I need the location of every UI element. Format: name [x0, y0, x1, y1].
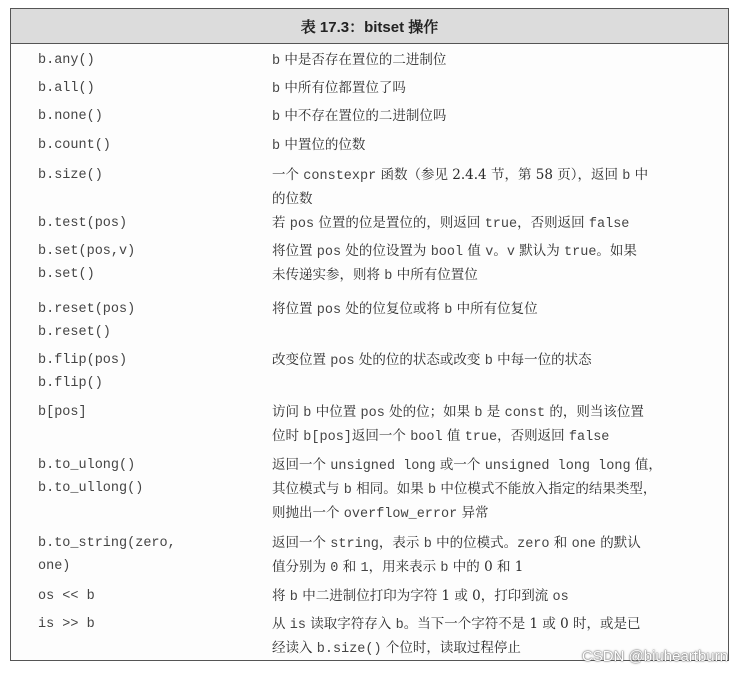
bitset-operations-table: [10, 8, 729, 661]
code-text: v: [506, 245, 515, 260]
operation-cell: [38, 164, 103, 187]
description-text: 值: [463, 243, 486, 259]
watermark: CSDN @biuheartburn: [581, 648, 728, 665]
code-text: constexpr: [303, 169, 377, 184]
code-text: unsigned long long: [484, 459, 631, 474]
code-text: b: [440, 561, 449, 576]
description-text: 值，: [630, 457, 662, 473]
description-text: 相同。如果: [351, 481, 428, 497]
operation-text: one): [38, 559, 71, 574]
description-text: 中位模式不能放入指定的结果类型，: [436, 481, 657, 497]
code-text: b: [622, 169, 631, 184]
operation-text: b.all(): [38, 81, 95, 96]
code-text: b: [384, 269, 393, 284]
operation-cell: [38, 49, 95, 72]
description-text: 值分别为: [272, 559, 331, 575]
description-cell: [272, 212, 727, 236]
description-line: [272, 164, 727, 188]
description-text: 是: [482, 404, 505, 420]
description-text: 未传递实参，则将: [272, 267, 385, 283]
code-text: b: [272, 110, 281, 125]
table-title: 表 17.3：bitset 操作: [300, 18, 439, 36]
description-text: 一个: [272, 167, 304, 183]
code-text: pos: [330, 354, 355, 369]
code-text: zero: [517, 537, 550, 552]
description-text: 的，则当该位置: [545, 404, 644, 420]
code-text: true: [464, 430, 498, 445]
description-text: 函数（参见 2.4.4 节，第 58 页），返回: [376, 167, 623, 183]
description-text: ，用来表示: [368, 559, 441, 575]
description-text: 中所有位复位: [452, 301, 538, 317]
description-text: 。当下一个字符不是 1 或 0 时，或是已: [403, 616, 641, 632]
code-text: os: [552, 590, 569, 605]
description-cell: [272, 349, 727, 373]
code-text: pos: [289, 217, 315, 232]
description-text: 返回一个: [272, 457, 331, 473]
description-text: 。: [493, 243, 507, 259]
description-text: 将位置: [272, 301, 317, 317]
description-text: 和: [549, 535, 572, 551]
description-text: ，表示: [378, 535, 424, 551]
operation-cell: [38, 240, 135, 286]
description-text: 中: [630, 167, 649, 183]
description-text: 返回一个: [351, 428, 411, 444]
description-line: [272, 134, 727, 158]
operation-text: b.to_ullong(): [38, 481, 144, 496]
description-text: 处的位的状态或改变: [354, 352, 485, 368]
description-line: [272, 77, 727, 101]
operation-cell: [38, 349, 127, 395]
description-text: 中位置: [311, 404, 361, 420]
description-line: [272, 585, 727, 609]
description-text: 值: [442, 428, 465, 444]
operation-cell: [38, 585, 95, 608]
code-text: unsigned long: [330, 459, 436, 474]
operation-text: b.set(pos,v): [38, 244, 136, 259]
description-text: 中所有位置位: [392, 267, 478, 283]
description-cell: [272, 585, 727, 609]
description-text: 将位置: [272, 243, 317, 259]
operation-cell: [38, 613, 95, 636]
operation-text: b.set(): [38, 267, 95, 282]
code-text: b: [428, 483, 437, 498]
description-cell: [272, 240, 727, 288]
code-text: b[pos]: [303, 430, 352, 445]
operation-text: b.to_string(zero,: [38, 536, 176, 551]
description-cell: [272, 134, 727, 158]
code-text: b: [474, 406, 483, 421]
operation-text: b.reset(pos): [38, 302, 136, 317]
description-text: 若: [272, 215, 290, 231]
description-line: [272, 188, 727, 211]
operation-text: b.test(pos): [38, 216, 128, 231]
code-text: b: [444, 303, 453, 318]
description-text: 中所有位都置位了吗: [280, 80, 406, 96]
description-text: 处的位复位或将: [341, 301, 445, 317]
code-text: pos: [316, 303, 342, 318]
description-text: 异常: [457, 505, 489, 521]
operation-cell: [38, 401, 87, 424]
description-line: [272, 502, 727, 526]
code-text: 0: [330, 561, 339, 576]
description-line: [272, 349, 727, 373]
description-text: 默认为: [514, 243, 565, 259]
code-text: overflow_error: [343, 507, 458, 522]
operation-text: is >> b: [38, 617, 95, 632]
description-text: 处的位设置为: [341, 243, 431, 259]
description-line: [272, 425, 727, 449]
description-text: 。如果: [596, 243, 637, 259]
code-text: pos: [360, 406, 385, 421]
description-cell: [272, 105, 727, 129]
operation-cell: [38, 134, 111, 157]
description-text: 的位数: [272, 191, 313, 207]
operation-cell: [38, 105, 103, 128]
code-text: one: [571, 537, 596, 552]
description-text: ，否则返回: [517, 215, 589, 231]
description-text: 访问: [272, 404, 304, 420]
operation-text: b.flip(pos): [38, 353, 128, 368]
description-text: ，否则返回: [497, 428, 569, 444]
description-line: [272, 613, 727, 637]
description-line: [272, 298, 727, 322]
description-text: 中的位模式。: [431, 535, 518, 551]
description-line: [272, 264, 727, 288]
description-text: 位置的位是置位的，则返回: [314, 215, 485, 231]
description-line: [272, 478, 727, 502]
code-text: true: [484, 217, 518, 232]
description-cell: [272, 532, 727, 580]
code-text: is: [289, 618, 306, 633]
code-text: b: [343, 483, 352, 498]
code-text: bool: [410, 430, 443, 445]
description-text: 中每一位的状态: [492, 352, 592, 368]
description-text: 从: [272, 616, 290, 632]
description-cell: [272, 401, 727, 449]
operation-text: b[pos]: [38, 405, 87, 420]
description-text: 中是否存在置位的二进制位: [280, 52, 447, 68]
description-line: [272, 401, 727, 425]
description-text: 中置位的位数: [280, 137, 366, 153]
table-header: [11, 9, 728, 44]
code-text: b: [272, 82, 281, 97]
code-text: b.size(): [316, 642, 382, 657]
description-text: 或一个: [435, 457, 485, 473]
code-text: b: [484, 354, 493, 369]
operation-text: b.any(): [38, 53, 95, 68]
description-line: [272, 212, 727, 236]
description-text: 中的 0 和 1: [448, 559, 524, 575]
description-cell: [272, 49, 727, 73]
code-text: b: [272, 139, 281, 154]
description-line: [272, 240, 727, 264]
description-text: 处的位；如果: [384, 404, 475, 420]
description-text: 个位时，读取过程停止: [381, 640, 521, 656]
description-text: 返回一个: [272, 535, 331, 551]
description-line: [272, 532, 727, 556]
code-text: b: [272, 54, 281, 69]
code-text: true: [564, 245, 597, 260]
operation-text: b.to_ulong(): [38, 458, 136, 473]
description-text: 经读入: [272, 640, 317, 656]
description-text: 和: [338, 559, 361, 575]
code-text: b: [423, 537, 432, 552]
operation-text: b.size(): [38, 168, 103, 183]
description-line: [272, 49, 727, 73]
operation-text: b.none(): [38, 109, 103, 124]
operation-text: os << b: [38, 589, 95, 604]
description-text: 改变位置: [272, 352, 331, 368]
description-text: 则抛出一个: [272, 505, 344, 521]
code-text: b: [303, 406, 312, 421]
description-text: 中二进制位打印为字符 1 或 0，打印到流: [297, 588, 553, 604]
code-text: v: [485, 245, 494, 260]
description-line: [272, 454, 727, 478]
description-text: 的默认: [595, 535, 641, 551]
description-line: [272, 556, 727, 580]
operation-cell: [38, 532, 176, 578]
operation-cell: [38, 212, 127, 235]
description-text: 其位模式与: [272, 481, 344, 497]
code-text: bool: [430, 245, 464, 260]
description-cell: [272, 77, 727, 101]
code-text: string: [330, 537, 379, 552]
code-text: b: [289, 590, 298, 605]
code-text: b: [395, 618, 404, 633]
operation-text: b.count(): [38, 138, 111, 153]
description-text: 读取字符存入: [306, 616, 396, 632]
code-text: pos: [316, 245, 342, 260]
code-text: 1: [360, 561, 369, 576]
description-cell: [272, 298, 727, 322]
description-cell: [272, 454, 727, 526]
operation-cell: [38, 77, 95, 100]
description-text: 中不存在置位的二进制位吗: [280, 108, 447, 124]
operation-cell: [38, 454, 143, 500]
description-line: [272, 105, 727, 129]
code-text: const: [504, 406, 546, 421]
description-text: 位时: [272, 428, 304, 444]
description-cell: [272, 164, 727, 211]
code-text: false: [568, 430, 610, 445]
code-text: false: [588, 217, 630, 232]
operation-text: b.flip(): [38, 376, 103, 391]
description-text: 将: [272, 588, 290, 604]
operation-cell: [38, 298, 135, 344]
operation-text: b.reset(): [38, 325, 111, 340]
